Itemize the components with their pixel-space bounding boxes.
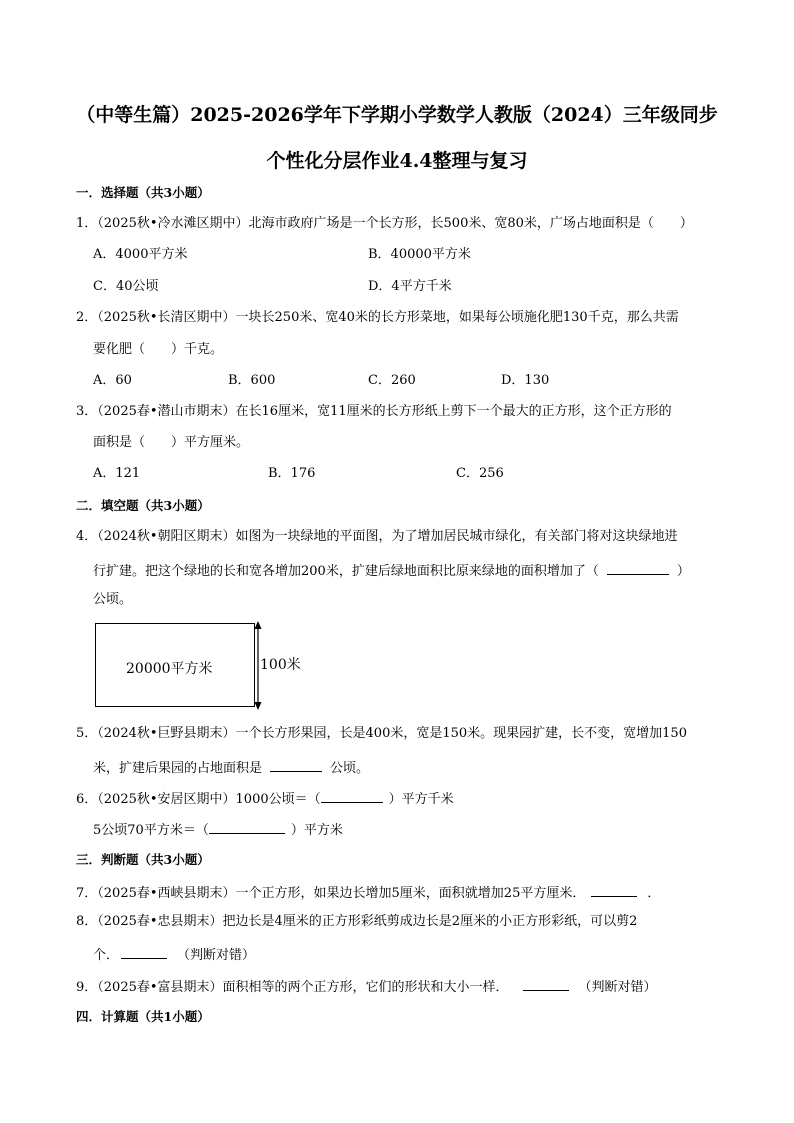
page-title-line-2: 个性化分层作业4.4整理与复习: [266, 150, 528, 172]
q4-answer-blank[interactable]: [607, 560, 669, 575]
q1-stem: 1．（2025秋•冷水滩区期中）北海市政府广场是一个长方形，长500米、宽80米，广场占地面积是（ ）: [76, 216, 693, 231]
q4-stem-text: 行扩建。把这个绿地的长和宽各增加200米，扩建后绿地面积比原来绿地的面积增加了（: [93, 564, 599, 579]
section-heading-calc: 四．计算题（共1小题）: [76, 1009, 210, 1024]
q1-option-d: D．4平方千米: [368, 279, 452, 294]
figure-width-label: 100米: [260, 657, 301, 673]
q6-answer-blank-1[interactable]: [321, 788, 383, 803]
q5-stem-unit: 公顷。: [330, 761, 370, 776]
section-heading-judge: 三．判断题（共3小题）: [76, 852, 210, 867]
q6-answer-blank-2[interactable]: [209, 819, 285, 834]
q5-stem-line-2: [93, 757, 369, 778]
q6-line-1: [76, 788, 454, 809]
q1-option-c: C．40公顷: [93, 279, 159, 294]
q2-option-c: C．260: [368, 373, 416, 388]
q7-stem: [76, 882, 660, 903]
q8-stem-text: 个．: [93, 948, 120, 963]
q6-line-1-unit: ）平方千米: [388, 792, 454, 807]
q8-stem-line-1: 8．（2025春•忠县期末）把边长是4厘米的正方形彩纸剪成边长是2厘米的小正方形彩纸，可以剪2: [76, 914, 638, 929]
section-heading-fill: 二．填空题（共3小题）: [76, 498, 210, 513]
q4-stem-line-3: 公顷。: [93, 592, 133, 607]
green-land-rectangle: [95, 623, 255, 707]
q4-stem-line-2: [93, 560, 690, 581]
q6-line-2: [93, 819, 343, 840]
q7-stem-end: ．: [647, 886, 661, 901]
q8-answer-blank[interactable]: [121, 944, 167, 959]
q2-option-a: A．60: [93, 373, 132, 388]
q2-stem-line-2: 要化肥（ ）千克。: [93, 342, 224, 357]
q6-line-2-unit: ）平方米: [290, 823, 343, 838]
q5-answer-blank[interactable]: [270, 757, 322, 772]
q7-answer-blank[interactable]: [591, 882, 637, 897]
q5-stem-line-1: 5．（2024秋•巨野县期末）一个长方形果园，长是400米，宽是150米。现果园扩建，长不变，宽增加150: [76, 726, 687, 741]
q2-stem-line-1: 2．（2025秋•长清区期中）一块长250米、宽40米的长方形菜地，如果每公顷施化肥130千克，那么共需: [76, 310, 679, 325]
q3-option-b: B．176: [268, 466, 316, 481]
q9-stem-text: 9．（2025春•富县期末）面积相等的两个正方形，它们的形状和大小一样．: [76, 980, 509, 995]
section-heading-choice: 一．选择题（共3小题）: [76, 185, 210, 200]
q6-line-1-text: 6．（2025秋•安居区期中）1000公顷＝（: [76, 792, 321, 807]
q1-option-b: B．40000平方米: [368, 247, 471, 262]
q2-option-b: B．600: [228, 373, 276, 388]
q7-stem-text: 7．（2025春•西峡县期末）一个正方形，如果边长增加5厘米，面积就增加25平方厘米．: [76, 886, 586, 901]
q3-option-a: A．121: [93, 466, 141, 481]
q3-option-c: C．256: [456, 466, 504, 481]
q5-stem-text: 米，扩建后果园的占地面积是: [93, 761, 263, 776]
q8-stem-hint: （判断对错）: [177, 948, 256, 963]
q3-stem-line-1: 3．（2025春•潜山市期末）在长16厘米，宽11厘米的长方形纸上剪下一个最大的正方形，这个正方形的: [76, 404, 672, 419]
q9-stem: [76, 976, 657, 997]
q9-answer-blank[interactable]: [523, 976, 569, 991]
q4-stem-line-1: 4．（2024秋•朝阳区期末）如图为一块绿地的平面图，为了增加居民城市绿化，有关部门将对这块绿地进: [76, 529, 678, 544]
q1-option-a: A．4000平方米: [93, 247, 188, 262]
page-title-line-1: （中等生篇）2025-2026学年下学期小学数学人教版（2024）三年级同步: [76, 104, 718, 126]
q8-stem-line-2: [93, 944, 255, 965]
q2-option-d: D．130: [501, 373, 550, 388]
q4-stem-close: ）: [676, 564, 690, 579]
figure-area-label: 20000平方米: [126, 661, 213, 677]
q3-stem-line-2: 面积是（ ）平方厘米。: [93, 435, 250, 450]
q6-line-2-text: 5公顷70平方米＝（: [93, 823, 209, 838]
q9-stem-hint: （判断对错）: [578, 980, 657, 995]
